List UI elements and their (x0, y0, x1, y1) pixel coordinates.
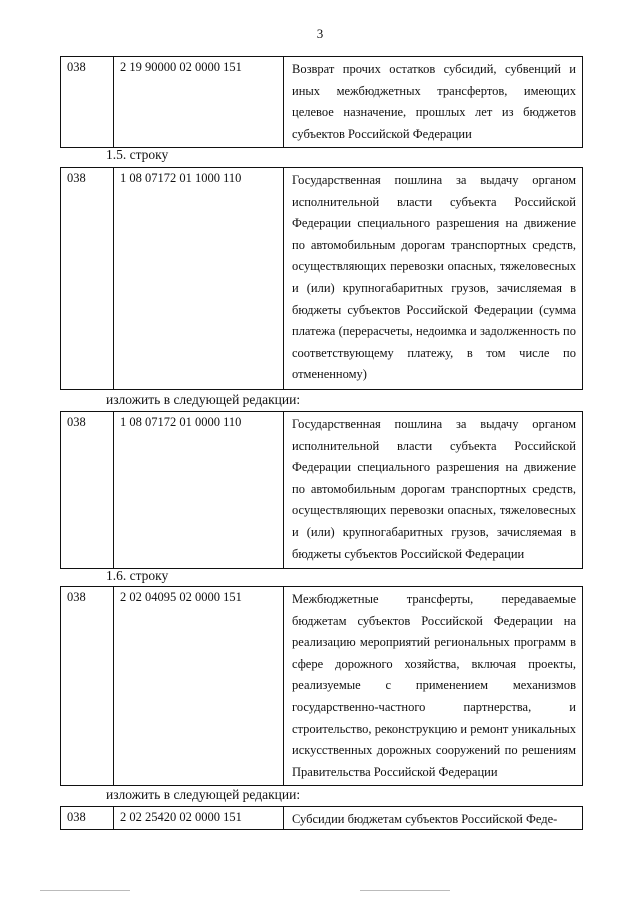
row-code: 038 (61, 57, 114, 147)
row-code: 038 (61, 807, 114, 829)
page-number: 3 (316, 26, 324, 41)
row-description: Возврат прочих остатков субсидий, субвенций и иных межбюджетных трансфертов, имеющих целевое назначение, прошлых лет из бюджетов субъектов Российской Федерации (292, 62, 576, 141)
table-row (60, 586, 583, 786)
scan-artifact-line (40, 890, 130, 891)
paragraph-line: изложить в следующей редакции: (106, 787, 301, 802)
row-kbk: 2 19 90000 02 0000 151 (114, 57, 284, 147)
paragraph-line: изложить в следующей редакции: (106, 392, 301, 407)
row-kbk: 1 08 07172 01 0000 110 (114, 412, 284, 568)
row-code: 038 (61, 168, 114, 389)
row-kbk: 2 02 04095 02 0000 151 (114, 587, 284, 785)
row-description: Субсидии бюджетам субъектов Российской Феде- (292, 812, 558, 826)
row-description: Государственная пошлина за выдачу органом исполнительной власти субъекта Российской Федерации специального разрешения на движение по автомобильным дорогам транспортных средств, осуществляющих перевозки опасных, тяжеловесных и (или) крупногабаритных грузов, зачисляемая в бюджеты субъектов Российской Федерации (сумма платежа (перерасчеты, недоимка и задолженность по соответствующему платежу, в том числе по отмененному) (292, 173, 576, 382)
row-code: 038 (61, 412, 114, 568)
row-code: 038 (61, 587, 114, 785)
paragraph-line: 1.6. строку (106, 568, 169, 583)
row-kbk: 1 08 07172 01 1000 110 (114, 168, 284, 389)
table-row (60, 167, 583, 390)
row-description: Межбюджетные трансферты, передаваемые бюджетам субъектов Российской Федерации на реализацию мероприятий региональных программ в сфере дорожного хозяйства, включая проекты, реализуемые с применением механизмов государственно-частного партнерства, и строительство, реконструкцию и ремонт уникальных искусственных дорожных сооружений по решениям Правительства Российской Федерации (292, 592, 576, 779)
table-row (60, 806, 583, 830)
scan-artifact-line (360, 890, 450, 891)
table-row (60, 411, 583, 569)
row-kbk: 2 02 25420 02 0000 151 (114, 807, 284, 829)
paragraph-line: 1.5. строку (106, 147, 169, 162)
row-description: Государственная пошлина за выдачу органом исполнительной власти субъекта Российской Федерации специального разрешения на движение по автомобильным дорогам транспортных средств, осуществляющих перевозки опасных, тяжеловесных и (или) крупногабаритных грузов, зачисляемая в бюджеты субъектов Российской Федерации (292, 417, 576, 561)
table-row (60, 56, 583, 148)
